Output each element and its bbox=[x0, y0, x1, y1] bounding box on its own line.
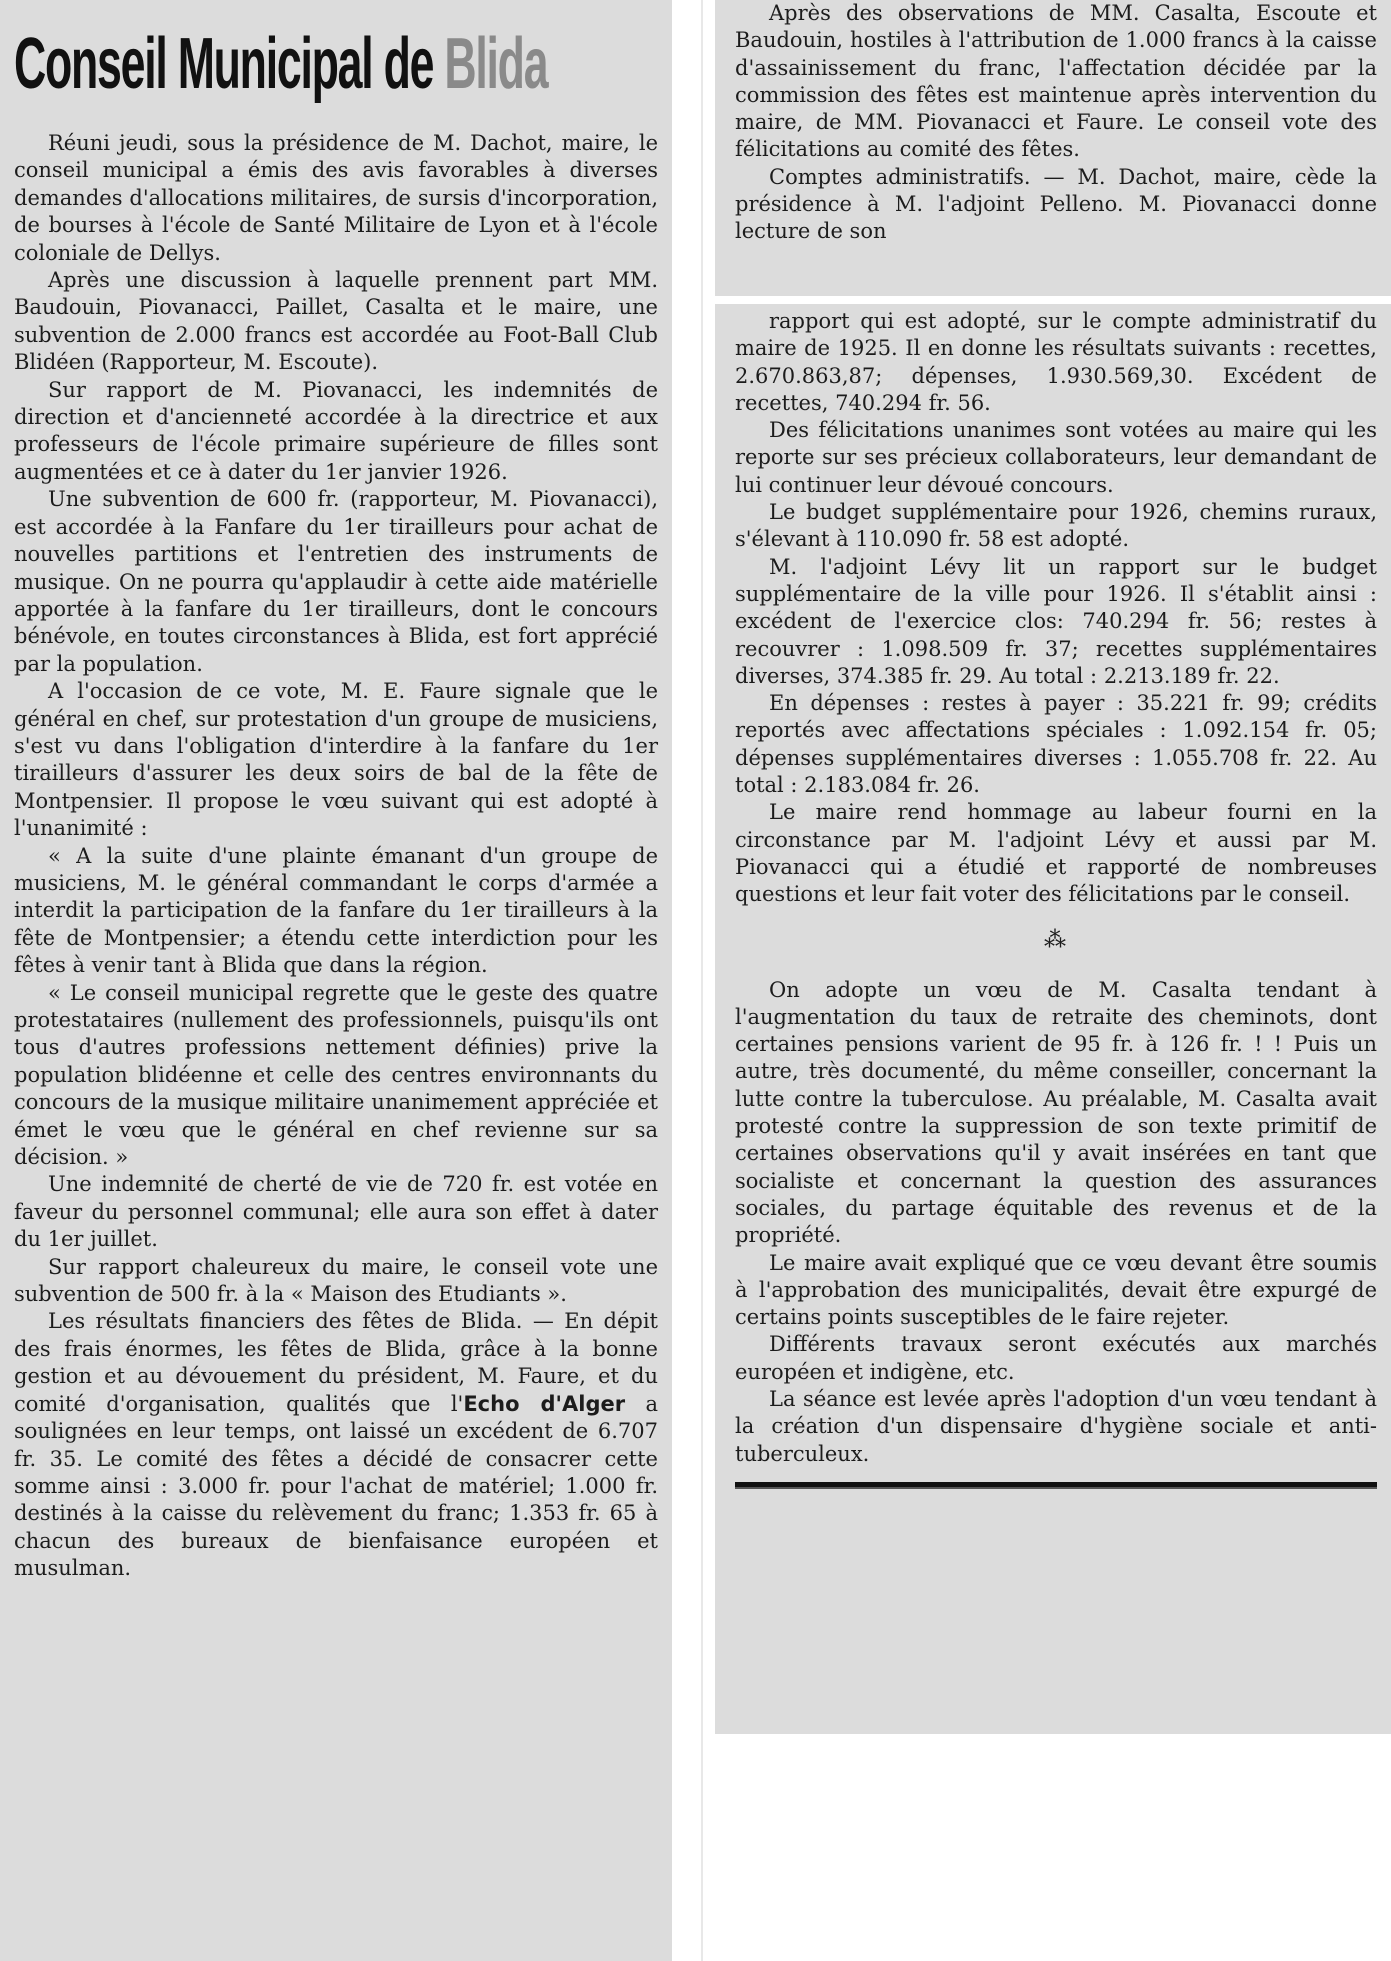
headline-city: Blida bbox=[444, 24, 548, 104]
paragraph-right-10: La séance est levée après l'adoption d'un vœu tendant à la création d'un dispensaire d'hygiène sociale et anti-tuberculeux. bbox=[735, 1386, 1377, 1466]
right-main-body bbox=[735, 308, 1377, 1489]
paragraph-left-6: « A la suite d'une plainte émanant d'un groupe de musiciens, M. le général commandant le corps d'armée a interdit la participation de la fanfare du 1er tirailleurs à la fête de Montpensier; a étendu cette interdiction pour les fêtes à venir tant à Blida que dans la région. bbox=[14, 843, 658, 978]
paragraph-left-4: Une subvention de 600 fr. (rapporteur, M. Piovanacci), est accordée à la Fanfare du 1er tirailleurs pour achat de nouvelles partitions et l'entretien des instruments de musique. On ne pourra qu'applaudir à cette aide matérielle apportée à la fanfare du 1er tirailleurs, dont le concours bénévole, en toutes circonstances à Blida, est fort apprécié par la population. bbox=[14, 487, 658, 676]
paragraph-right-4: M. l'adjoint Lévy lit un rapport sur le budget supplémentaire de la ville pour 1926. Il s'établit ainsi : excédent de l'exercice clos: 740.294 fr. 56; restes à recouvrer : 1.098.509 fr. 37; recettes supplémentaires diverses, 374.385 fr. 29. Au total : 2.213.189 fr. 22. bbox=[735, 554, 1377, 688]
left-column-body bbox=[14, 130, 658, 1583]
asterism-separator: ⁂ bbox=[1044, 927, 1068, 953]
end-rule bbox=[735, 1482, 1377, 1489]
paragraph-right-1: rapport qui est adopté, sur le compte administratif du maire de 1925. Il en donne les résultats suivants : recettes, 2.670.863,87; dépenses, 1.930.569,30. Excédent de recettes, 740.294 fr. 56. bbox=[735, 309, 1377, 415]
paragraph-right-top-1: Après des observations de MM. Casalta, Escoute et Baudouin, hostiles à l'attribution de 1.000 francs à la caisse d'assainissement du franc, l'affectation décidée par la commission des fêtes est maintenue après intervention du maire, de MM. Piovanacci et Faure. Le conseil vote des félicitations au comité des fêtes. bbox=[735, 1, 1377, 162]
paragraph-right-2: Des félicitations unanimes sont votées au maire qui les reporte sur ses précieux collaborateurs, leur demandant de lui continuer leur dévoué concours. bbox=[735, 418, 1377, 497]
paragraph-left-10-part-a: Les résultats financiers des fêtes de Blida. — En dépit des frais énormes, les fêtes de Blida, grâce à la bonne gestion et au dévouement du président, M. Faure, et du comité d'organisation, qualités que l' bbox=[14, 1309, 658, 1416]
paragraph-left-5: A l'occasion de ce vote, M. E. Faure signale que le général en chef, sur protestation d'un groupe de musiciens, s'est vu dans l'obligation d'interdire à la fanfare du 1er tirailleurs d'assurer les deux soirs de bal de la fête de Montpensier. Il propose le vœu suivant qui est adopté à l'unanimité : bbox=[14, 679, 658, 841]
article-right-top-clipping bbox=[715, 0, 1391, 296]
paragraph-left-7: « Le conseil municipal regrette que le geste des quatre protestataires (nullement des professionnels, puisqu'ils ont tous d'autres professions nettement définies) prive la population blidéenne et celle des centres environnants du concours de la musique militaire unanimement appréciée et émet le vœu que le général en chef revienne sur sa décision. » bbox=[14, 980, 658, 1170]
article-right-main-clipping bbox=[715, 304, 1391, 1734]
paragraph-left-2: Après une discussion à laquelle prennent part MM. Baudouin, Piovanacci, Paillet, Casalta et le maire, une subvention de 2.000 francs est accordée au Foot-Ball Club Blidéen (Rapporteur, M. Escoute). bbox=[14, 268, 658, 375]
paragraph-right-top-2: Comptes administratifs. — M. Dachot, maire, cède la présidence à M. l'adjoint Pelleno. M. Piovanacci donne lecture de son bbox=[735, 164, 1377, 244]
paragraph-left-10 bbox=[14, 1308, 658, 1582]
paragraph-left-3: Sur rapport de M. Piovanacci, les indemnités de direction et d'ancienneté accordée à la directrice et aux professeurs de l'école primaire supérieure de filles sont augmentées et ce à dater du 1er janvier 1926. bbox=[14, 377, 658, 484]
paragraph-right-6: Le maire rend hommage au labeur fourni en la circonstance par M. l'adjoint Lévy et aussi par M. Piovanacci qui a étudié et rapporté de nombreuses questions et leur fait voter des félicitations par le conseil. bbox=[735, 800, 1377, 907]
paragraph-right-7: On adopte un vœu de M. Casalta tendant à l'augmentation du taux de retraite des cheminots, dont certaines pensions varient de 95 fr. à 126 fr. ! ! Puis un autre, très documenté, du même conseiller, concernant la lutte contre la tuberculose. Au préalable, M. Casalta avait protesté contre la suppression de son texte primitif de certaines observations qu'il y avait insérées en tant que socialiste et concernant la question des assurances sociales, du partage équitable des revenus et de la propriété. bbox=[735, 977, 1377, 1248]
article-left-column bbox=[0, 0, 672, 1961]
right-top-body bbox=[735, 0, 1377, 246]
newspaper-name: Echo d'Alger bbox=[463, 1391, 626, 1416]
column-gap bbox=[701, 0, 703, 1961]
paragraph-right-8: Le maire avait expliqué que ce vœu devant être soumis à l'approbation des municipalités, devait être expurgé de certains points susceptibles de le faire rejeter. bbox=[735, 1250, 1377, 1330]
paragraph-right-5: En dépenses : restes à payer : 35.221 fr. 99; crédits reportés avec affectations spéciales : 1.092.154 fr. 05; dépenses supplémentaires diverses : 1.055.708 fr. 22. Au total : 2.183.084 fr. 26. bbox=[735, 691, 1377, 798]
headline-main: Conseil Municipal de bbox=[14, 24, 445, 104]
paragraph-right-3: Le budget supplémentaire pour 1926, chemins ruraux, s'élevant à 110.090 fr. 58 est adopté. bbox=[735, 500, 1377, 552]
article-headline bbox=[14, 18, 653, 110]
paragraph-left-8: Une indemnité de cherté de vie de 720 fr. est votée en faveur du personnel communal; elle aura son effet à dater du 1er juillet. bbox=[14, 1172, 658, 1252]
paragraph-left-1: Réuni jeudi, sous la présidence de M. Dachot, maire, le conseil municipal a émis des avis favorables à diverses demandes d'allocations militaires, de sursis d'incorporation, de bourses à l'école de Santé Militaire de Lyon et à l'école coloniale de Dellys. bbox=[14, 131, 658, 265]
paragraph-left-10-part-b: a soulignées en leur temps, ont laissé un excédent de 6.707 fr. 35. Le comité des fêtes a décidé de consacrer cette somme ainsi : 3.000 fr. pour l'achat de matériel; 1.000 fr. destinés à la caisse du relèvement du franc; 1.353 fr. 65 à chacun des bureaux de bienfaisance européen et musulman. bbox=[14, 1391, 658, 1581]
paragraph-left-9: Sur rapport chaleureux du maire, le conseil vote une subvention de 500 fr. à la « Maison des Etudiants ». bbox=[14, 1254, 658, 1307]
paragraph-right-9: Différents travaux seront exécutés aux marchés européen et indigène, etc. bbox=[735, 1332, 1377, 1384]
